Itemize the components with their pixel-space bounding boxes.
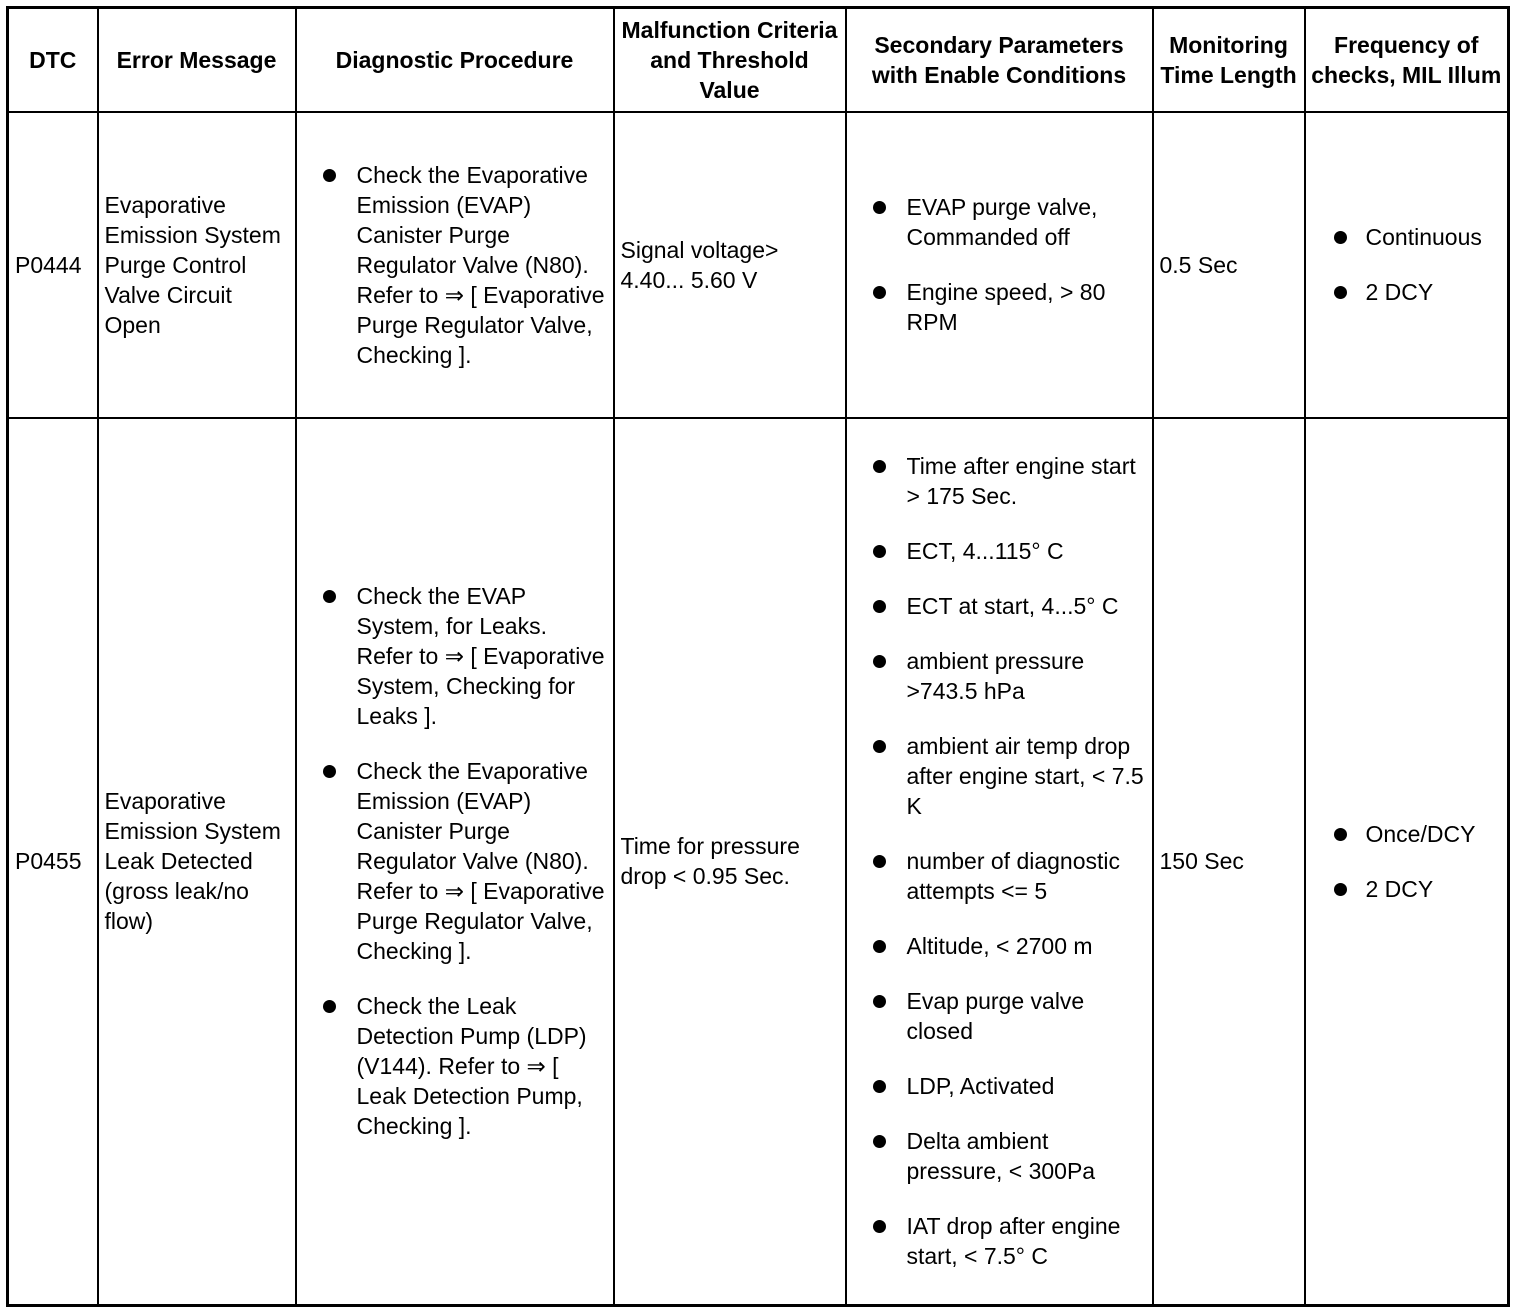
- parameter-item: [853, 591, 1146, 621]
- bullet-icon: [873, 201, 886, 214]
- parameter-item: [853, 731, 1146, 821]
- header-monitoring-time: Monitoring Time Length: [1153, 8, 1305, 112]
- diagnostic-procedure-cell: [296, 418, 614, 1306]
- header-error-message: Error Message: [98, 8, 296, 112]
- table-row: [8, 112, 1509, 418]
- parameter-item: [853, 1126, 1146, 1186]
- bullet-icon: [873, 286, 886, 299]
- frequency-list: [1312, 819, 1502, 904]
- parameter-text: IAT drop after engine start, < 7.5° C: [906, 1213, 1121, 1270]
- bullet-icon: [873, 855, 886, 868]
- bullet-icon: [1334, 286, 1347, 299]
- monitoring-time-cell: 0.5 Sec: [1153, 112, 1305, 418]
- error-message-cell: Evaporative Emission System Purge Control Valve Circuit Open: [98, 112, 296, 418]
- malfunction-criteria-cell: Signal voltage> 4.40... 5.60 V: [614, 112, 846, 418]
- bullet-icon: [873, 740, 886, 753]
- parameter-list: [853, 451, 1146, 1271]
- procedure-item: [303, 581, 607, 731]
- bullet-icon: [873, 1220, 886, 1233]
- parameter-item: [853, 931, 1146, 961]
- parameter-text: Evap purge valve closed: [906, 988, 1085, 1045]
- diagnostic-procedure-cell: [296, 112, 614, 418]
- bullet-icon: [873, 940, 886, 953]
- parameter-text: ECT, 4...115° C: [906, 538, 1064, 565]
- parameter-text: EVAP purge valve, Commanded off: [906, 194, 1098, 250]
- procedure-list: [303, 581, 607, 1141]
- error-message-cell: Evaporative Emission System Leak Detected (gross leak/no flow): [98, 418, 296, 1306]
- malfunction-criteria-cell: Time for pressure drop < 0.95 Sec.: [614, 418, 846, 1306]
- bullet-icon: [873, 600, 886, 613]
- frequency-cell: [1305, 418, 1509, 1306]
- bullet-icon: [873, 460, 886, 473]
- dtc-table: [6, 6, 1510, 1307]
- dtc-code-cell: P0455: [8, 418, 98, 1306]
- parameter-item: [853, 986, 1146, 1046]
- procedure-item: [303, 756, 607, 966]
- bullet-icon: [323, 765, 336, 778]
- bullet-icon: [323, 169, 336, 182]
- secondary-parameters-cell: [846, 112, 1153, 418]
- monitoring-time-cell: 150 Sec: [1153, 418, 1305, 1306]
- header-malfunction-criteria: Malfunction Criteria and Threshold Value: [614, 8, 846, 112]
- frequency-item: [1312, 277, 1502, 307]
- frequency-text: 2 DCY: [1365, 875, 1434, 902]
- parameter-item: [853, 277, 1146, 337]
- bullet-icon: [873, 995, 886, 1008]
- header-dtc: DTC: [8, 8, 98, 112]
- frequency-item: [1312, 874, 1502, 904]
- bullet-icon: [873, 1135, 886, 1148]
- bullet-icon: [323, 1000, 336, 1013]
- parameter-text: Time after engine start > 175 Sec.: [906, 453, 1136, 510]
- bullet-icon: [873, 1080, 886, 1093]
- dtc-code-cell: P0444: [8, 112, 98, 418]
- parameter-text: LDP, Activated: [906, 1073, 1055, 1100]
- frequency-list: [1312, 222, 1502, 307]
- parameter-text: Altitude, < 2700 m: [906, 933, 1093, 960]
- parameter-text: ambient air temp drop after engine start, < 7.5 K: [906, 733, 1144, 820]
- header-diagnostic-procedure: Diagnostic Procedure: [296, 8, 614, 112]
- parameter-text: number of diagnostic attempts <= 5: [906, 848, 1121, 905]
- frequency-text: Once/DCY: [1365, 820, 1476, 847]
- parameter-item: [853, 536, 1146, 566]
- parameter-list: [853, 192, 1146, 337]
- procedure-text: Check the Leak Detection Pump (LDP) (V144). Refer to ⇒ [ Leak Detection Pump, Checking ].: [356, 993, 587, 1140]
- parameter-item: [853, 451, 1146, 511]
- procedure-text: Check the EVAP System, for Leaks. Refer to ⇒ [ Evaporative System, Checking for Leaks ].: [356, 583, 605, 730]
- procedure-item: [303, 991, 607, 1141]
- table-row: [8, 418, 1509, 1306]
- table-header-row: [8, 8, 1509, 112]
- procedure-item: [303, 160, 607, 370]
- bullet-icon: [323, 590, 336, 603]
- procedure-text: Check the Evaporative Emission (EVAP) Canister Purge Regulator Valve (N80). Refer to ⇒ [ Evaporative Purge Regulator Valve, Checking ].: [356, 758, 605, 965]
- frequency-text: 2 DCY: [1365, 279, 1434, 305]
- bullet-icon: [1334, 231, 1347, 244]
- parameter-text: Engine speed, > 80 RPM: [906, 279, 1106, 335]
- frequency-item: [1312, 819, 1502, 849]
- header-secondary-parameters: Secondary Parameters with Enable Conditions: [846, 8, 1153, 112]
- parameter-text: ECT at start, 4...5° C: [906, 593, 1119, 620]
- secondary-parameters-cell: [846, 418, 1153, 1306]
- header-frequency: Frequency of checks, MIL Illum: [1305, 8, 1509, 112]
- parameter-text: ambient pressure >743.5 hPa: [906, 648, 1085, 705]
- parameter-item: [853, 192, 1146, 252]
- bullet-icon: [873, 655, 886, 668]
- frequency-cell: [1305, 112, 1509, 418]
- bullet-icon: [1334, 883, 1347, 896]
- bullet-icon: [873, 545, 886, 558]
- parameter-item: [853, 846, 1146, 906]
- parameter-text: Delta ambient pressure, < 300Pa: [906, 1128, 1096, 1185]
- procedure-list: [303, 160, 607, 370]
- procedure-text: Check the Evaporative Emission (EVAP) Canister Purge Regulator Valve (N80). Refer to ⇒ [ Evaporative Purge Regulator Valve, Checking ].: [356, 161, 605, 368]
- frequency-text: Continuous: [1365, 224, 1482, 250]
- bullet-icon: [1334, 828, 1347, 841]
- parameter-item: [853, 1211, 1146, 1271]
- parameter-item: [853, 646, 1146, 706]
- parameter-item: [853, 1071, 1146, 1101]
- frequency-item: [1312, 222, 1502, 252]
